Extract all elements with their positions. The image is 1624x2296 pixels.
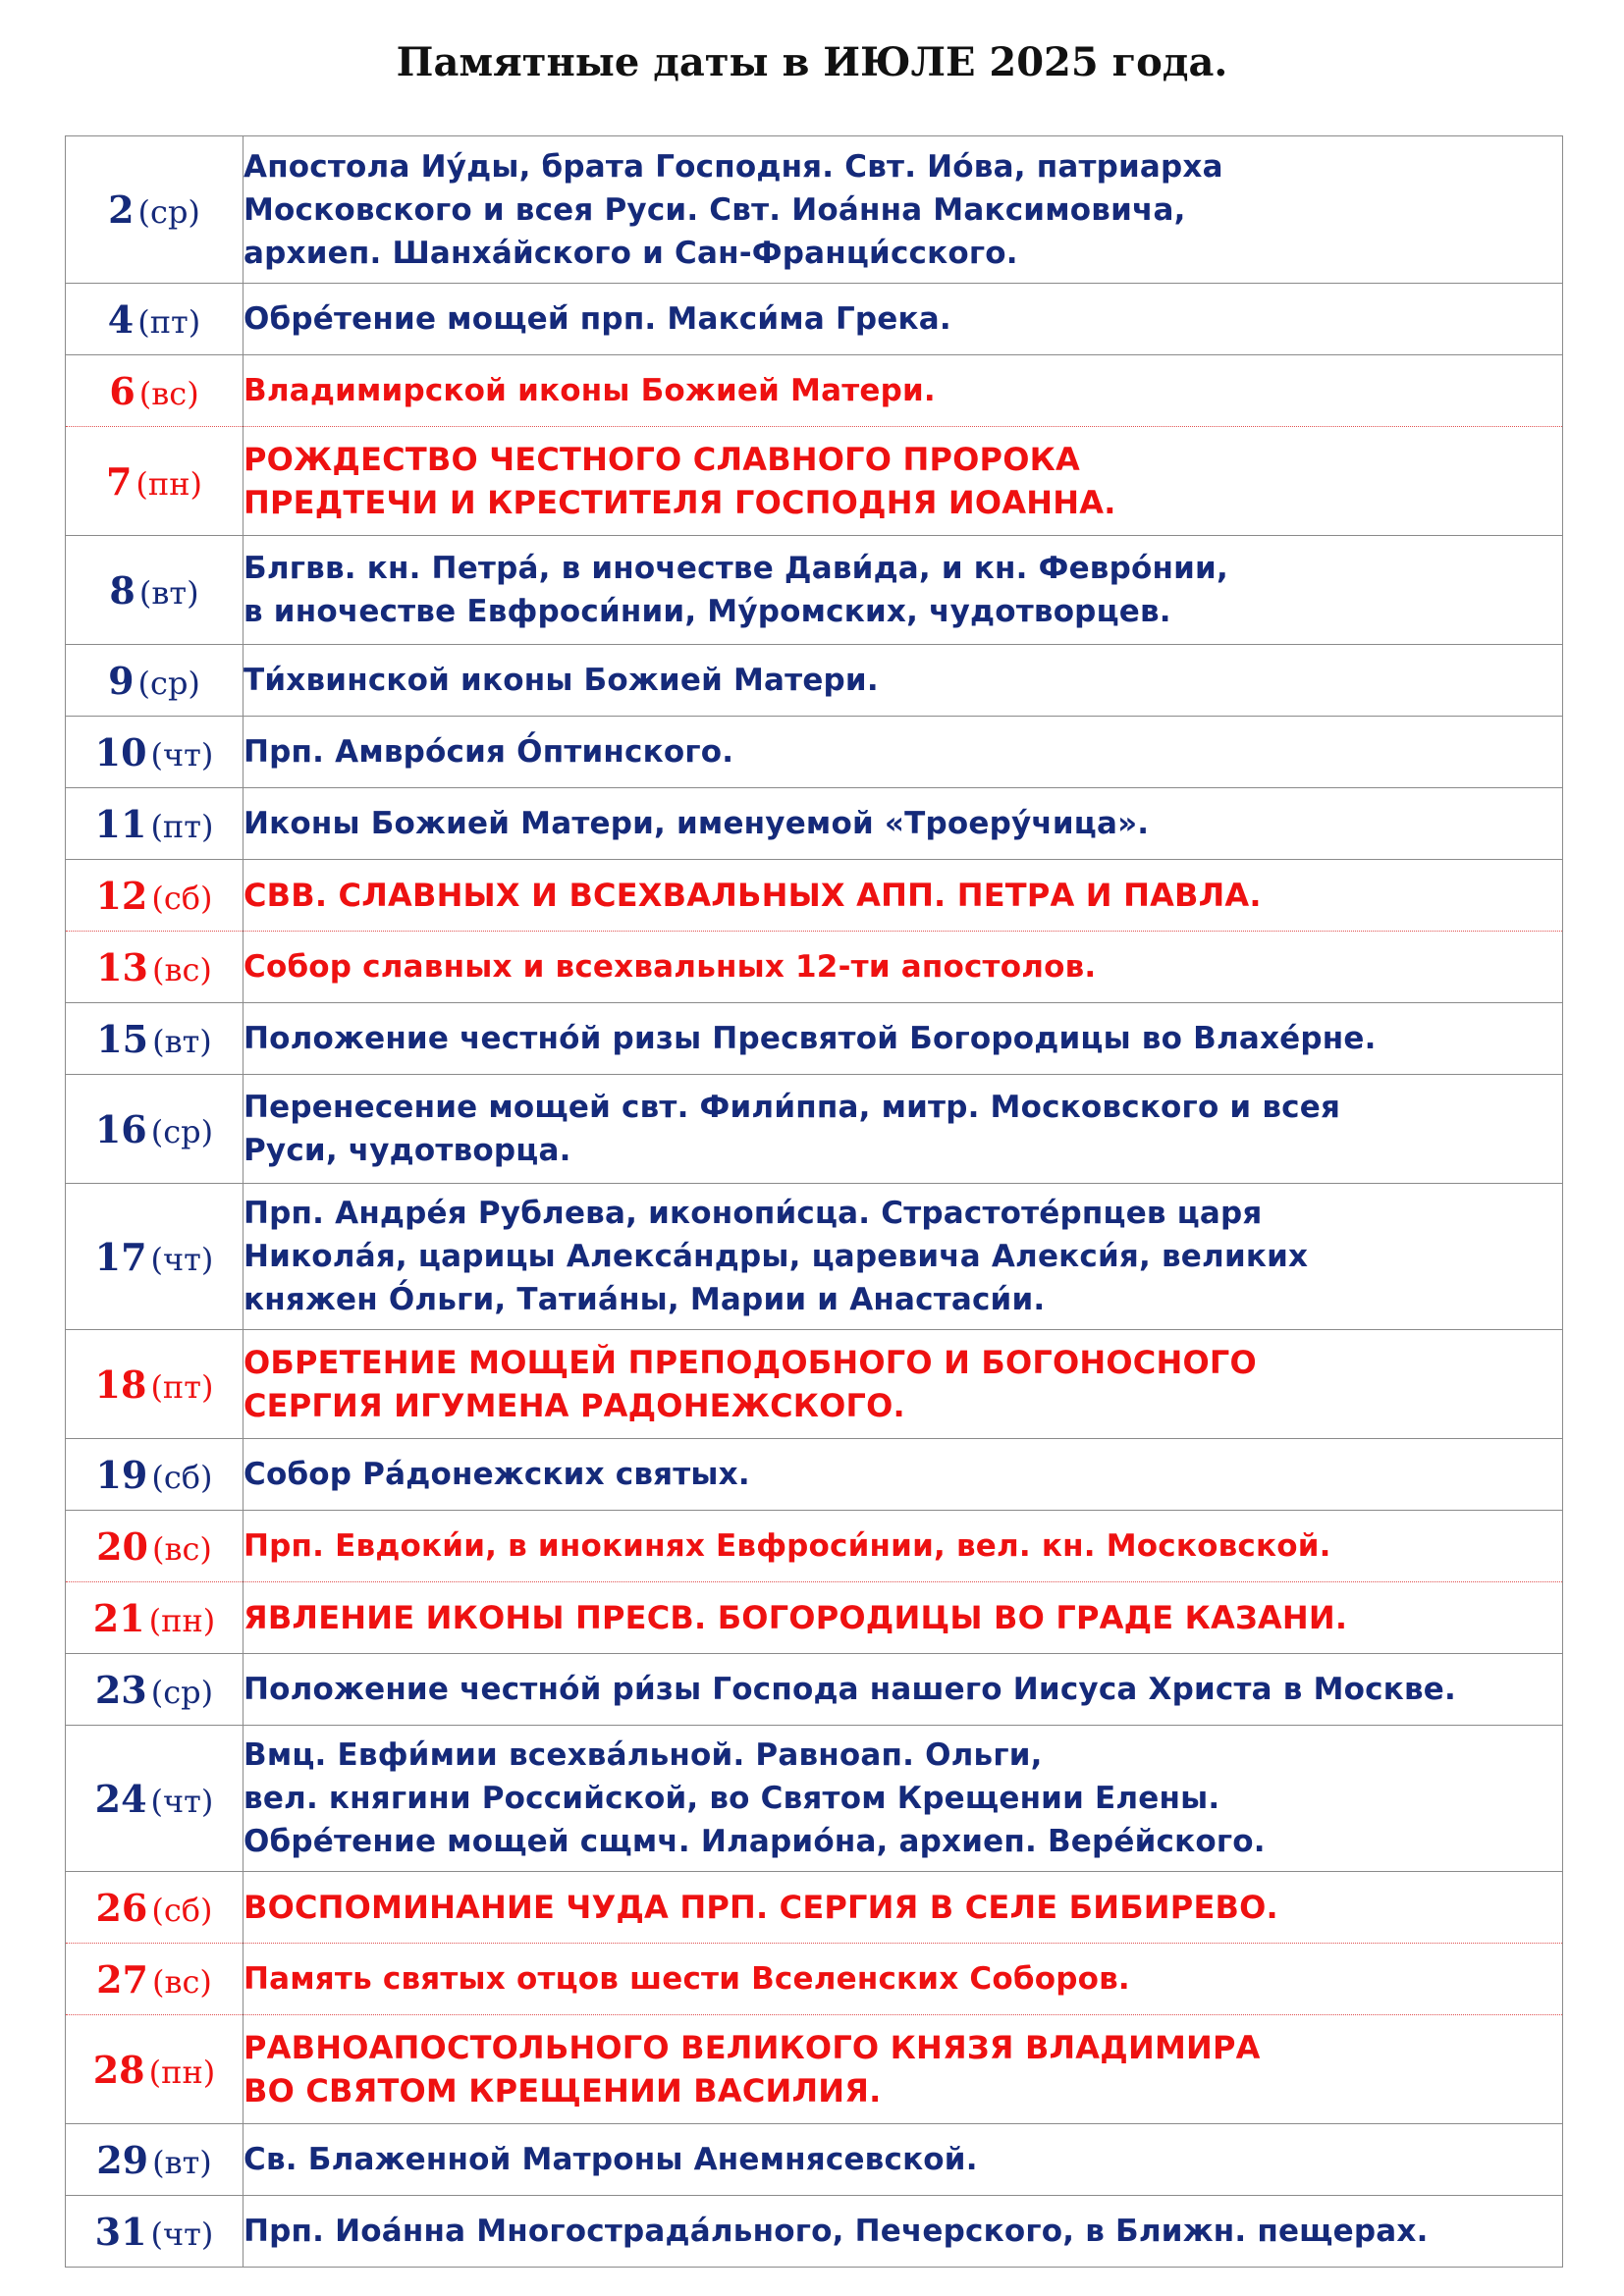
commemoration-text: ВОСПОМИНАНИЕ ЧУДА ПРП. СЕРГИЯ В СЕЛЕ БИБИРЕВО. xyxy=(244,1872,1563,1944)
date-cell xyxy=(66,860,244,932)
day-number: 12 xyxy=(95,873,148,918)
date-cell xyxy=(66,1003,244,1075)
date-row xyxy=(66,1184,1563,1330)
commemoration-text: Прп. Иоа́нна Многострада́льного, Печерского, в Ближн. пещерах. xyxy=(244,2196,1563,2268)
commemoration-text: ЯВЛЕНИЕ ИКОНЫ ПРЕСВ. БОГОРОДИЦЫ ВО ГРАДЕ КАЗАНИ. xyxy=(244,1582,1563,1654)
date-cell xyxy=(66,1330,244,1439)
date-cell xyxy=(66,1075,244,1184)
date-cell xyxy=(66,427,244,536)
date-row xyxy=(66,1726,1563,1872)
date-cell xyxy=(66,536,244,645)
date-row xyxy=(66,2196,1563,2268)
date-row xyxy=(66,2124,1563,2196)
day-number: 11 xyxy=(94,801,147,846)
weekday-label: (пт) xyxy=(150,807,214,845)
day-number: 9 xyxy=(108,658,135,703)
commemoration-text: Ти́хвинской иконы Божией Матери. xyxy=(244,645,1563,717)
weekday-label: (пн) xyxy=(148,2053,216,2091)
date-row xyxy=(66,1654,1563,1726)
weekday-label: (чт) xyxy=(150,2215,214,2253)
date-row xyxy=(66,1944,1563,2015)
commemoration-text: РОЖДЕСТВО ЧЕСТНОГО СЛАВНОГО ПРОРОКА ПРЕДТЕЧИ И КРЕСТИТЕЛЯ ГОСПОДНЯ ИОАННА. xyxy=(244,427,1563,536)
date-row xyxy=(66,788,1563,860)
day-number: 28 xyxy=(92,2047,145,2092)
commemoration-text: Прп. Евдоки́и, в инокинях Евфроси́нии, вел. кн. Московской. xyxy=(244,1511,1563,1582)
weekday-label: (пт) xyxy=(137,302,201,341)
date-cell xyxy=(66,2196,244,2268)
commemoration-text: Вмц. Евфи́мии всехва́льной. Равноап. Ольги, вел. княгини Российской, во Святом Крещении Елены. Обре́тение мощей сщмч. Иларио́на, архиеп. Вере́йского. xyxy=(244,1726,1563,1872)
date-row xyxy=(66,1439,1563,1511)
date-row xyxy=(66,1582,1563,1654)
calendar-body xyxy=(66,136,1563,2268)
weekday-label: (сб) xyxy=(151,1458,213,1496)
commemoration-text: Собор славных и всехвальных 12-ти апостолов. xyxy=(244,932,1563,1003)
day-number: 29 xyxy=(96,2137,149,2182)
day-number: 26 xyxy=(95,1885,148,1930)
day-number: 2 xyxy=(108,187,135,232)
date-row xyxy=(66,932,1563,1003)
day-number: 8 xyxy=(109,567,135,613)
day-number: 6 xyxy=(109,368,135,413)
day-number: 20 xyxy=(96,1523,148,1569)
date-cell xyxy=(66,355,244,427)
weekday-label: (вт) xyxy=(152,1022,212,1060)
date-cell xyxy=(66,788,244,860)
day-number: 21 xyxy=(92,1595,145,1640)
day-number: 24 xyxy=(94,1776,147,1821)
date-cell xyxy=(66,717,244,788)
weekday-label: (вт) xyxy=(152,2143,212,2181)
commemoration-text: ОБРЕТЕНИЕ МОЩЕЙ ПРЕПОДОБНОГО И БОГОНОСНОГО СЕРГИЯ ИГУМЕНА РАДОНЕЖСКОГО. xyxy=(244,1330,1563,1439)
commemoration-text: Положение честно́й ризы Пресвятой Богородицы во Влахе́рне. xyxy=(244,1003,1563,1075)
date-cell xyxy=(66,645,244,717)
commemoration-text: Блгвв. кн. Петра́, в иночестве Дави́да, и кн. Февро́нии, в иночестве Евфроси́нии, Му́ромских, чудотворцев. xyxy=(244,536,1563,645)
weekday-label: (чт) xyxy=(150,1240,214,1278)
date-cell xyxy=(66,136,244,284)
commemoration-text: Перенесение мощей свт. Фили́ппа, митр. Московского и всея Руси, чудотворца. xyxy=(244,1075,1563,1184)
date-cell xyxy=(66,932,244,1003)
date-row xyxy=(66,717,1563,788)
weekday-label: (чт) xyxy=(150,1782,214,1820)
commemoration-text: СВВ. СЛАВНЫХ И ВСЕХВАЛЬНЫХ АПП. ПЕТРА И ПАВЛА. xyxy=(244,860,1563,932)
weekday-label: (вс) xyxy=(151,1529,212,1568)
weekday-label: (пн) xyxy=(148,1601,216,1639)
commemoration-text: Собор Ра́донежских святых. xyxy=(244,1439,1563,1511)
weekday-label: (ср) xyxy=(137,193,200,231)
weekday-label: (вт) xyxy=(138,573,199,612)
date-row xyxy=(66,1330,1563,1439)
day-number: 23 xyxy=(94,1667,147,1712)
weekday-label: (пн) xyxy=(135,464,203,503)
date-row xyxy=(66,860,1563,932)
day-number: 13 xyxy=(96,944,148,989)
date-row xyxy=(66,536,1563,645)
date-cell xyxy=(66,284,244,355)
date-row xyxy=(66,1075,1563,1184)
weekday-label: (вс) xyxy=(151,950,212,988)
commemoration-text: Иконы Божией Матери, именуемой «Троеру́чица». xyxy=(244,788,1563,860)
weekday-label: (вс) xyxy=(138,374,199,412)
date-row xyxy=(66,1003,1563,1075)
date-cell xyxy=(66,1944,244,2015)
weekday-label: (ср) xyxy=(150,1112,214,1150)
commemoration-text: Прп. Андре́я Рублева, иконопи́сца. Страстоте́рпцев царя Никола́я, царицы Алекса́ндры, царевича Алекси́я, великих княжен О́льги, Татиа́ны, Марии и Анастаси́и. xyxy=(244,1184,1563,1330)
day-number: 17 xyxy=(94,1234,147,1279)
date-row xyxy=(66,1511,1563,1582)
day-number: 31 xyxy=(94,2209,147,2254)
commemoration-text: Владимирской иконы Божией Матери. xyxy=(244,355,1563,427)
date-cell xyxy=(66,1439,244,1511)
day-number: 18 xyxy=(94,1362,147,1407)
date-row xyxy=(66,2015,1563,2124)
day-number: 10 xyxy=(94,729,147,774)
weekday-label: (ср) xyxy=(150,1673,214,1711)
commemoration-text: Обре́тение мощей́ прп. Макси́ма Грека. xyxy=(244,284,1563,355)
date-cell xyxy=(66,1654,244,1726)
commemoration-text: Положение честно́й ри́зы Господа нашего Иисуса Христа в Москве. xyxy=(244,1654,1563,1726)
page-title: Памятные даты в ИЮЛЕ 2025 года. xyxy=(396,39,1228,85)
date-cell xyxy=(66,1726,244,1872)
date-cell xyxy=(66,1872,244,1944)
commemoration-text: Св. Блаженной Матроны Анемнясевской. xyxy=(244,2124,1563,2196)
commemoration-text: Память святых отцов шести Вселенских Соборов. xyxy=(244,1944,1563,2015)
date-cell xyxy=(66,2015,244,2124)
date-row xyxy=(66,645,1563,717)
weekday-label: (ср) xyxy=(137,664,200,702)
weekday-label: (сб) xyxy=(151,1891,213,1929)
date-row xyxy=(66,355,1563,427)
date-cell xyxy=(66,1184,244,1330)
weekday-label: (чт) xyxy=(150,735,214,774)
commemoration-text: Прп. Амвро́сия О́птинского. xyxy=(244,717,1563,788)
day-number: 4 xyxy=(107,296,135,342)
date-row xyxy=(66,427,1563,536)
commemoration-text: Апостола Иу́ды, брата Господня. Свт. Ио́ва, патриарха Московского и всея Руси. Свт. Иоа́нна Максимовича, архиеп. Шанха́йского и Сан-Франци́сского. xyxy=(244,136,1563,284)
day-number: 7 xyxy=(105,458,133,504)
day-number: 19 xyxy=(95,1452,148,1497)
date-cell xyxy=(66,1511,244,1582)
day-number: 15 xyxy=(96,1016,149,1061)
weekday-label: (пт) xyxy=(150,1367,214,1406)
date-row xyxy=(66,1872,1563,1944)
date-row xyxy=(66,284,1563,355)
commemoration-text: РАВНОАПОСТОЛЬНОГО ВЕЛИКОГО КНЯЗЯ ВЛАДИМИРА ВО СВЯТОМ КРЕЩЕНИИ ВАСИЛИЯ. xyxy=(244,2015,1563,2124)
date-row xyxy=(66,136,1563,284)
day-number: 27 xyxy=(96,1956,148,2002)
weekday-label: (вс) xyxy=(151,1962,212,2001)
weekday-label: (сб) xyxy=(151,879,213,917)
calendar-table xyxy=(65,135,1563,2268)
date-cell xyxy=(66,2124,244,2196)
day-number: 16 xyxy=(94,1106,147,1151)
date-cell xyxy=(66,1582,244,1654)
